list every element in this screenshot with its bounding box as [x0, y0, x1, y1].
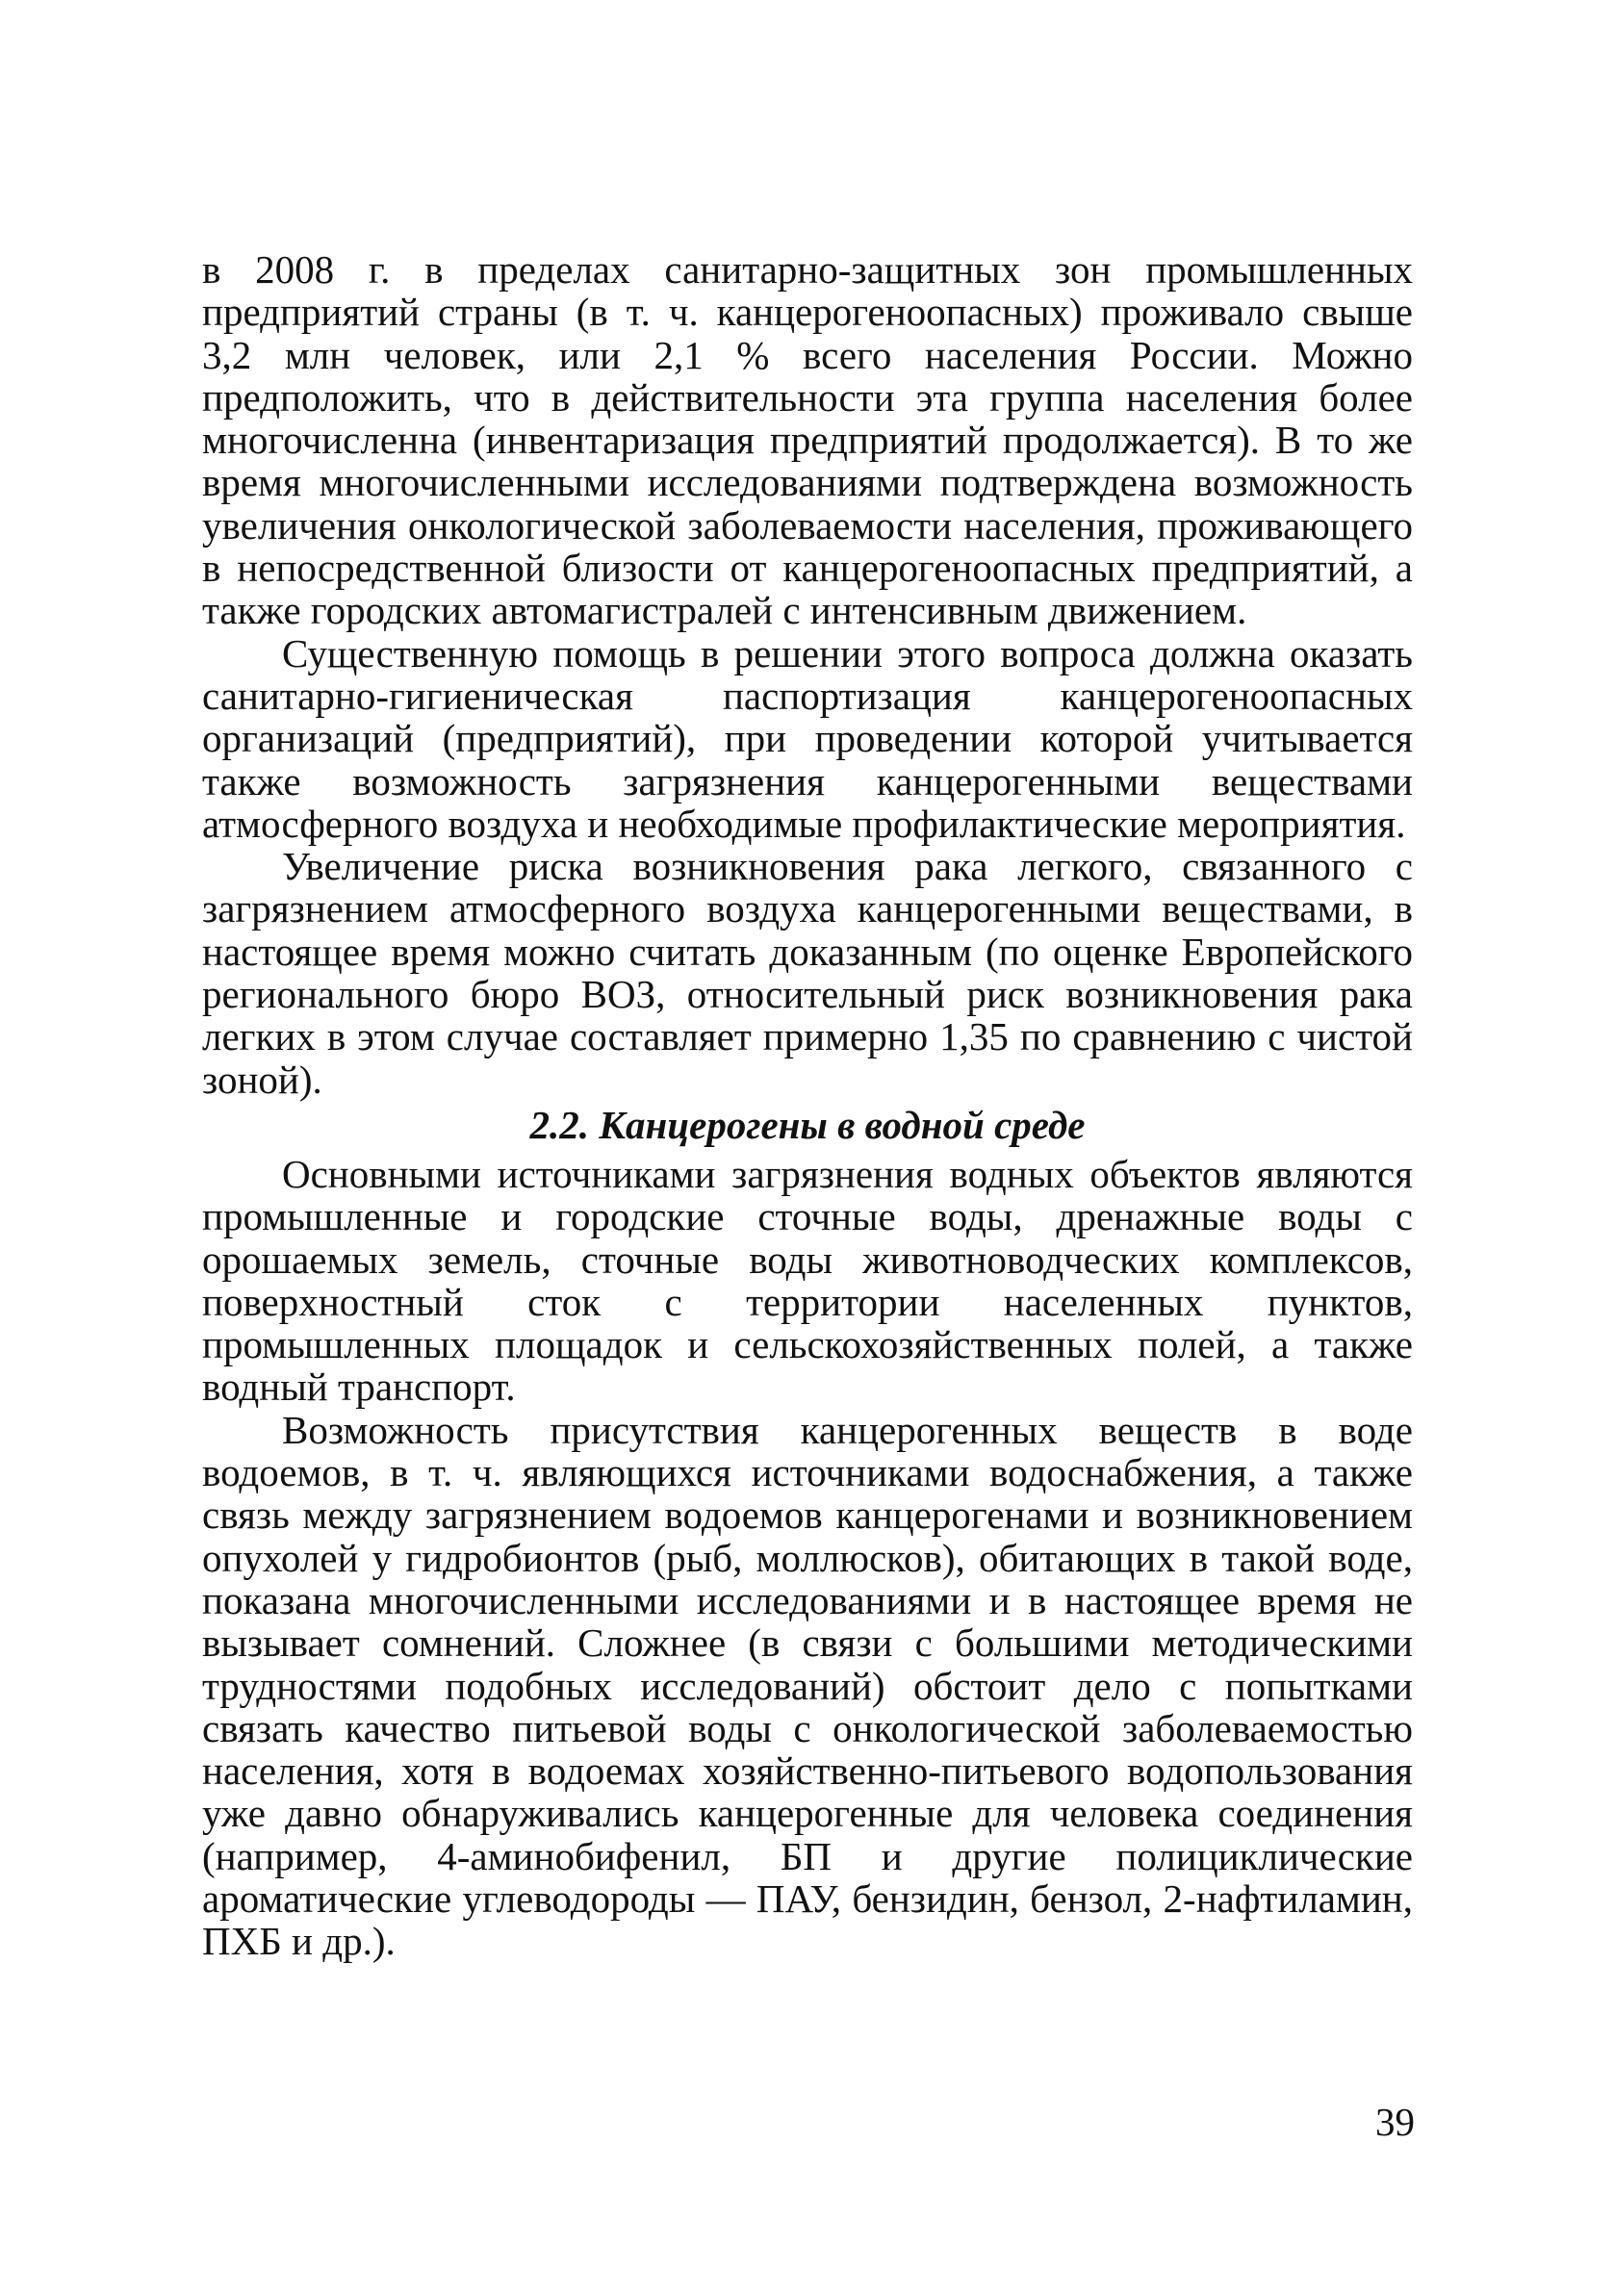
body-text — [202, 248, 1413, 1963]
paragraph-water-carcinogens: Возможность присутствия канцерогенных веществ в воде водоемов, в т. ч. являющихся источниками водоснабжения, а также связь между загрязнением водоемов канцерогенами и возникновением опухолей у гидробионтов (рыб, моллюсков), обитающих в такой воде, показана многочисленными исследованиями и в настоящее время не вызывает сомнений. Сложнее (в связи с большими методическими трудностями подобных исследований) обстоит дело с попытками связать качество питьевой воды с онкологической заболеваемостью населения, хотя в водоемах хозяйственно-питьевого водопользования уже давно обнаруживались канцерогенные для человека соединения (например, 4-аминобифенил, БП и другие полициклические ароматические углеводороды — ПАУ, бензидин, бензол, 2-нафтиламин, ПХБ и др.). — [202, 1407, 1413, 1964]
paragraph-lung-cancer-risk: Увеличение риска возникновения рака легкого, связанного с загрязнением атмосферного воздуха канцерогенными веществами, в настоящее время можно считать доказанным (по оценке Европейского регионального бюро ВОЗ, относительный риск возникновения рака легких в этом случае составляет примерно 1,35 по сравнению с чистой зоной). — [202, 844, 1413, 1102]
section-heading: 2.2. Канцерогены в водной среде — [529, 1102, 1086, 1147]
paragraph-passport: Существенную помощь в решении этого вопроса должна оказать санитарно-гигиеническая паспортизация канцерогеноопасных организаций (предприятий), при проведении которой учитывается также возможность загрязнения канцерогенными веществами атмосферного воздуха и необходимые профилактические мероприятия. — [202, 630, 1413, 846]
page-number: 39 — [1375, 2100, 1415, 2144]
paragraph-water-sources: Основными источниками загрязнения водных объектов являются промышленные и городские сточные воды, дренажные воды с орошаемых земель, сточные воды животноводческих комплексов, поверхностный сток с территории населенных пунктов, промышленных площадок и сельскохозяйственных полей, а также водный транспорт. — [202, 1151, 1413, 1410]
paragraph-continuation: в 2008 г. в пределах санитарно-защитных зон промышленных предприятий страны (в т. ч. канцерогеноопасных) проживало свыше 3,2 млн человек, или 2,1 % всего населения России. Можно предположить, что в действительности эта группа населения более многочисленна (инвентаризация предприятий продолжается). В то же время многочисленными исследованиями подтверждена возможность увеличения онкологической заболеваемости населения, проживающего в непосредственной близости от канцерогеноопасных предприятий, а также городских автомагистралей с интенсивным движением. — [202, 247, 1413, 633]
